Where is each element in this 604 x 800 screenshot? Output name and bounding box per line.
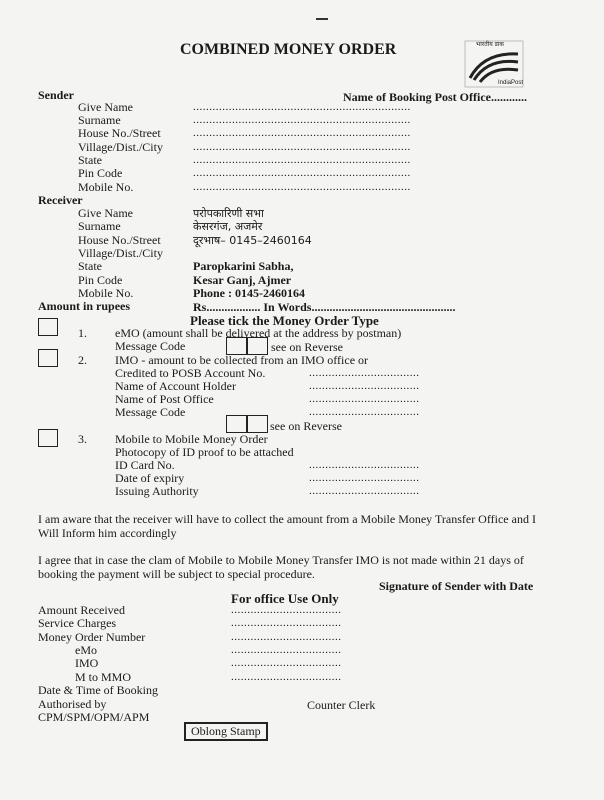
sender-pin-label: Pin Code bbox=[78, 166, 123, 180]
sender-heading: Sender bbox=[38, 88, 74, 102]
type3-checkbox[interactable] bbox=[38, 429, 58, 447]
office-imo-label: IMO bbox=[75, 656, 99, 670]
form-title: COMBINED MONEY ORDER bbox=[180, 41, 397, 58]
office-use-heading: For office Use Only bbox=[231, 591, 339, 606]
amount-rs-field[interactable]: Rs.................. In Words................................................ bbox=[193, 300, 456, 314]
type2-message-code-label: Message Code bbox=[115, 405, 186, 419]
type2-checkbox[interactable] bbox=[38, 349, 58, 367]
logo-text: IndiaPost bbox=[498, 80, 524, 86]
type1-see-reverse: see on Reverse bbox=[271, 340, 343, 354]
office-service-charges-field[interactable]: .................................. bbox=[231, 617, 342, 629]
type3-id-card-field[interactable]: .................................. bbox=[309, 459, 420, 471]
scan-mark bbox=[316, 18, 328, 20]
type1-number: 1. bbox=[78, 326, 87, 340]
type2-number: 2. bbox=[78, 353, 87, 367]
type3-authority-label: Issuing Authority bbox=[115, 484, 199, 498]
office-m-to-mmo-field[interactable]: .................................. bbox=[231, 671, 342, 683]
sender-house-field[interactable]: ................................................................... bbox=[193, 127, 411, 139]
sender-pin-field[interactable]: ................................................................... bbox=[193, 167, 411, 179]
office-service-charges-label: Service Charges bbox=[38, 616, 117, 630]
booking-office-label: Name of Booking Post Office............ bbox=[343, 90, 527, 104]
office-emo-label: eMo bbox=[75, 643, 97, 657]
office-officials-label: CPM/SPM/OPM/APM bbox=[38, 710, 150, 724]
office-mo-number-field[interactable]: .................................. bbox=[231, 631, 342, 643]
tick-heading: Please tick the Money Order Type bbox=[190, 313, 379, 328]
type2-message-code-box-2[interactable] bbox=[246, 415, 268, 433]
type1-message-code-label: Message Code bbox=[115, 339, 186, 353]
type3-expiry-label: Date of expiry bbox=[115, 471, 185, 485]
office-mo-number-label: Money Order Number bbox=[38, 630, 146, 644]
office-authorised-label: Authorised by bbox=[38, 697, 107, 711]
sender-village-label: Village/Dist./City bbox=[78, 140, 163, 154]
type3-id-proof-note: Photocopy of ID proof to be attached bbox=[115, 445, 294, 459]
sender-village-field[interactable]: ................................................................... bbox=[193, 141, 411, 153]
receiver-house-value[interactable]: दूरभाष– 0145–2460164 bbox=[193, 234, 312, 247]
type2-account-holder-label: Name of Account Holder bbox=[115, 379, 236, 393]
sender-state-field[interactable]: ................................................................... bbox=[193, 154, 411, 166]
type3-description: Mobile to Mobile Money Order bbox=[115, 432, 268, 446]
office-imo-field[interactable]: .................................. bbox=[231, 657, 342, 669]
receiver-mobile-value[interactable]: Phone : 0145-2460164 bbox=[193, 286, 305, 300]
type2-posb-label: Credited to POSB Account No. bbox=[115, 366, 266, 380]
receiver-village-label: Village/Dist./City bbox=[78, 246, 163, 260]
receiver-heading: Receiver bbox=[38, 193, 83, 207]
type2-post-office-label: Name of Post Office bbox=[115, 392, 214, 406]
type2-message-code-box-1[interactable] bbox=[226, 415, 248, 433]
sender-given-name-label: Give Name bbox=[78, 100, 133, 114]
receiver-house-label: House No./Street bbox=[78, 233, 161, 247]
receiver-given-name-value[interactable]: परोपकारिणी सभा bbox=[193, 207, 264, 220]
receiver-pin-value[interactable]: Kesar Ganj, Ajmer bbox=[193, 273, 292, 287]
receiver-state-label: State bbox=[78, 259, 102, 273]
office-datetime-label: Date & Time of Booking bbox=[38, 683, 159, 697]
receiver-surname-value[interactable]: केसरगंज, अजमेर bbox=[193, 220, 263, 233]
type2-description: IMO - amount to be collected from an IMO office or bbox=[115, 353, 369, 367]
counter-clerk-label: Counter Clerk bbox=[307, 698, 376, 712]
type3-id-card-label: ID Card No. bbox=[115, 458, 175, 472]
receiver-pin-label: Pin Code bbox=[78, 273, 123, 287]
sender-mobile-label: Mobile No. bbox=[78, 180, 134, 194]
office-m-to-mmo-label: M to MMO bbox=[75, 670, 132, 684]
type2-see-reverse: see on Reverse bbox=[270, 419, 342, 433]
declaration-receiver-collect: I am aware that the receiver will have to collect the amount from a Mobile Money Transfer Office and I Will Inform him accordingly bbox=[38, 512, 536, 540]
office-amount-received-field[interactable]: .................................. bbox=[231, 604, 342, 616]
type3-number: 3. bbox=[78, 432, 87, 446]
india-post-logo bbox=[464, 40, 524, 88]
receiver-state-value[interactable]: Paropkarini Sabha, bbox=[193, 259, 294, 273]
sender-surname-field[interactable]: ................................................................... bbox=[193, 114, 411, 126]
oblong-stamp-box[interactable]: Oblong Stamp bbox=[184, 722, 268, 741]
sender-state-label: State bbox=[78, 153, 102, 167]
type3-authority-field[interactable]: .................................. bbox=[309, 485, 420, 497]
sender-surname-label: Surname bbox=[78, 113, 121, 127]
type1-checkbox[interactable] bbox=[38, 318, 58, 336]
sender-mobile-field[interactable]: ................................................................... bbox=[193, 181, 411, 193]
type3-expiry-field[interactable]: .................................. bbox=[309, 472, 420, 484]
type1-description: eMO (amount shall be delivered at the address by postman) bbox=[115, 326, 402, 340]
office-emo-field[interactable]: .................................. bbox=[231, 644, 342, 656]
type2-post-office-field[interactable]: .................................. bbox=[309, 393, 420, 405]
type2-account-holder-field[interactable]: .................................. bbox=[309, 380, 420, 392]
declaration-special-procedure: I agree that in case the clam of Mobile to Mobile Money Transfer IMO is not made within 21 days of booking the payment will be subject to special procedure. bbox=[38, 553, 524, 581]
receiver-given-name-label: Give Name bbox=[78, 206, 133, 220]
logo-hindi-text: भारतीय डाक bbox=[476, 41, 504, 48]
receiver-mobile-label: Mobile No. bbox=[78, 286, 134, 300]
sender-given-name-field[interactable]: ................................................................... bbox=[193, 101, 411, 113]
sender-signature-label[interactable]: Signature of Sender with Date bbox=[379, 579, 534, 593]
sender-house-label: House No./Street bbox=[78, 126, 161, 140]
amount-label: Amount in rupees bbox=[38, 299, 131, 313]
type2-posb-field[interactable]: .................................. bbox=[309, 367, 420, 379]
office-amount-received-label: Amount Received bbox=[38, 603, 125, 617]
type2-message-code-field[interactable]: .................................. bbox=[309, 406, 420, 418]
receiver-surname-label: Surname bbox=[78, 219, 121, 233]
